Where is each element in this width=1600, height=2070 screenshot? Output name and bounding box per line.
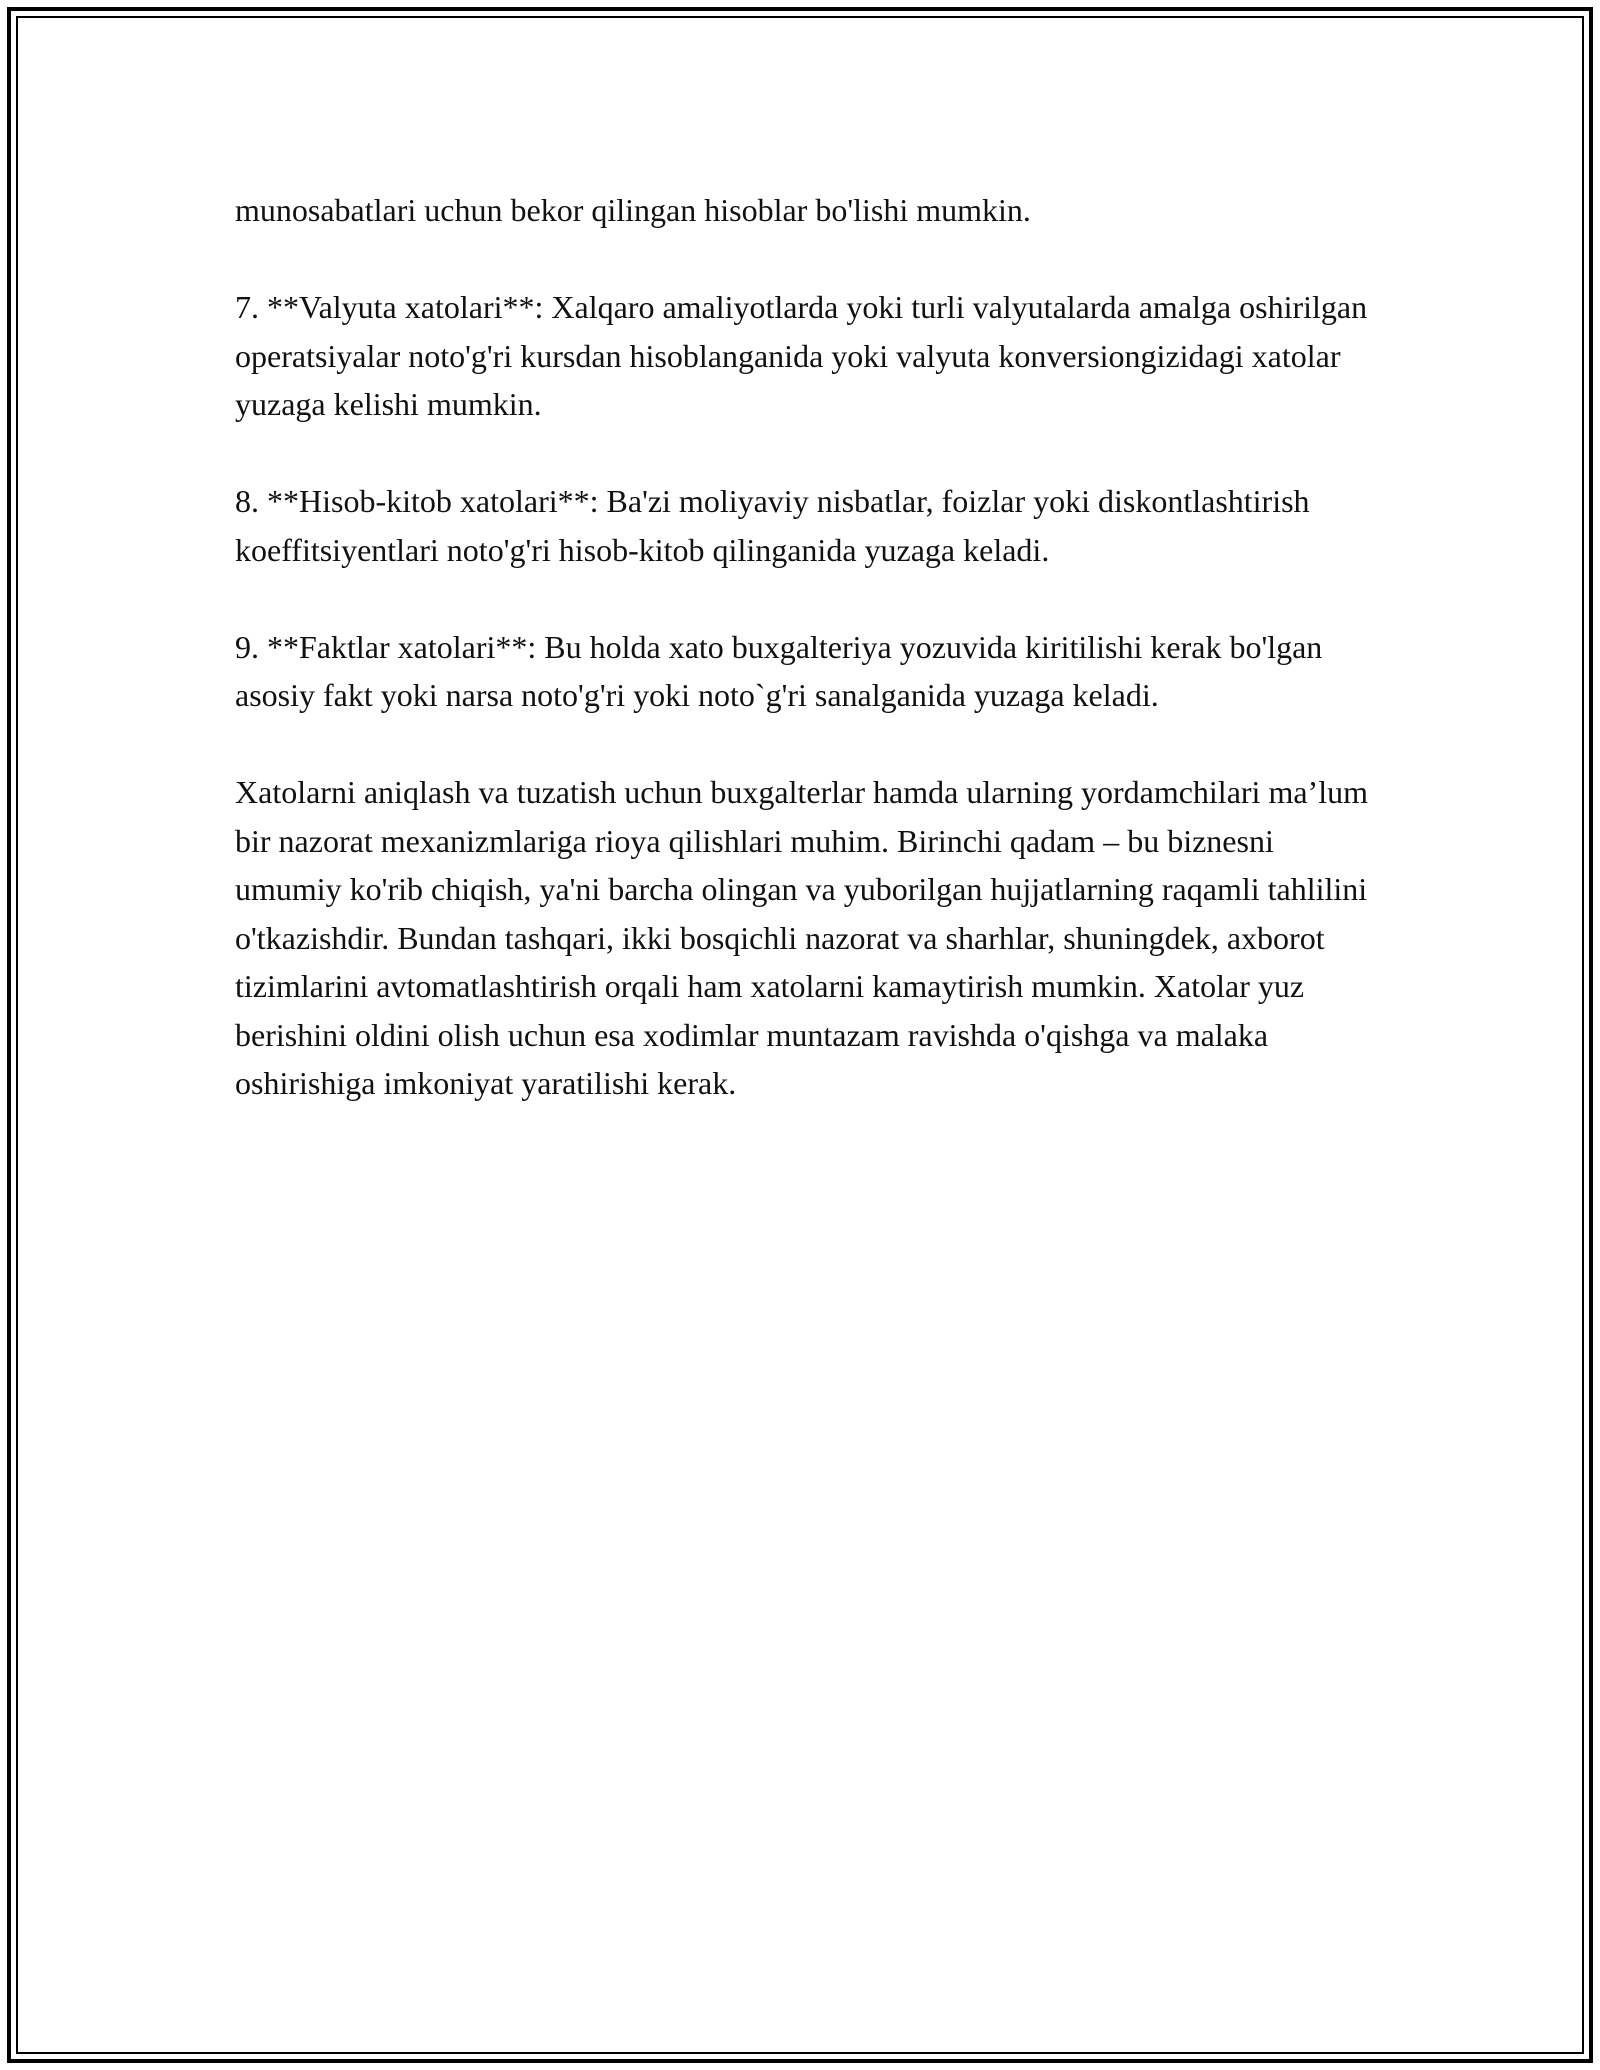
paragraph-continuation: munosabatlari uchun bekor qilingan hisoblar bo'lishi mumkin. [235,192,1031,228]
paragraph-conclusion: Xatolarni aniqlash va tuzatish uchun buxgalterlar hamda ularning yordamchilari ma’lum bir nazorat mexanizmlariga rioya qilishlari muhim. Birinchi qadam – bu biznesni umumiy ko'rib chiqish, ya'ni barcha olingan va yuborilgan hujjatlarning raqamli tahlilini o'tkazishdir. Bundan tashqari, ikki bosqichli nazorat va sharhlar, shuningdek, axborot tizimlarini avtomatlashtirish orqali ham xatolarni kamaytirish mumkin. Xatolar yuz berishini oldini olish uchun esa xodimlar muntazam ravishda o'qishga va malaka oshirishiga imkoniyat yaratilishi kerak. [235,774,1368,1101]
document-body [235,186,1385,1108]
paragraph-fact-errors: 9. **Faktlar xatolari**: Bu holda xato buxgalteriya yozuvida kiritilishi kerak bo'lgan asosiy fakt yoki narsa noto'g'ri yoki noto`g'ri sanalganida yuzaga keladi. [235,628,1323,713]
paragraph-currency-errors: 7. **Valyuta xatolari**: Xalqaro amaliyotlarda yoki turli valyutalarda amalga oshirilgan operatsiyalar noto'g'ri kursdan hisoblanganida yoki valyuta konversiongizidagi xatolar yuzaga kelishi mumkin. [235,289,1368,422]
paragraph-calculation-errors: 8. **Hisob-kitob xatolari**: Ba'zi moliyaviy nisbatlar, foizlar yoki diskontlashtirish koeffitsiyentlari noto'g'ri hisob-kitob qilinganida yuzaga keladi. [235,483,1310,568]
